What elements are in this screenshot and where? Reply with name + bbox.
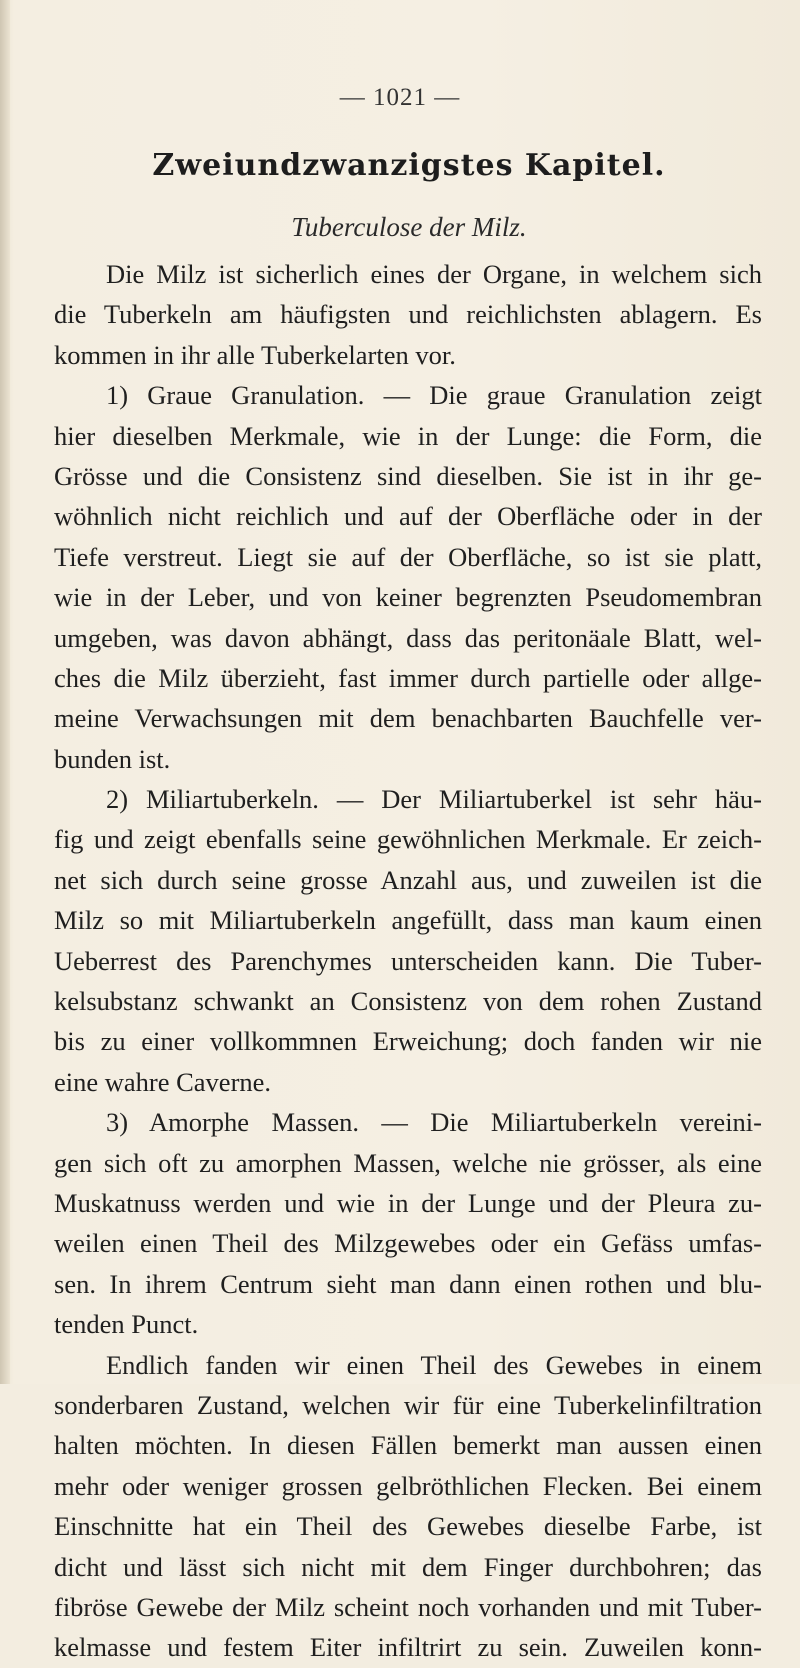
text-line: kelsubstanz schwankt an Consistenz von dem rohen Zustand	[54, 986, 762, 1017]
text-line: halten möchten. In diesen Fällen bemerkt man aussen einen	[54, 1430, 762, 1461]
text-line: umgeben, was davon abhängt, dass das peritonäale Blatt, wel-	[54, 622, 762, 653]
text-line: bunden ist.	[54, 743, 171, 774]
text-line: die Tuberkeln am häufigsten und reichlichsten ablagern. Es	[54, 299, 762, 330]
text-line: Milz so mit Miliartuberkeln angefüllt, dass man kaum einen	[54, 905, 762, 936]
text-line: 2) Miliartuberkeln. — Der Miliartuberkel ist sehr häu-	[106, 784, 762, 815]
page-gutter-shadow	[0, 0, 10, 1384]
text-line: kommen in ihr alle Tuberkelarten vor.	[54, 339, 456, 370]
text-line: dicht und lässt sich nicht mit dem Finger durchbohren; das	[54, 1551, 762, 1582]
text-line: wie in der Leber, und von keiner begrenzten Pseudomembran	[54, 582, 762, 613]
text-line: Ueberrest des Parenchymes unterscheiden kann. Die Tuber-	[54, 945, 762, 976]
text-line: eine wahre Caverne.	[54, 1066, 272, 1097]
text-line: hier dieselben Merkmale, wie in der Lunge: die Form, die	[54, 420, 762, 451]
text-line: mehr oder weniger grossen gelbröthlichen Flecken. Bei einem	[54, 1470, 762, 1501]
text-line: Grösse und die Consistenz sind dieselben. Sie ist in ihr ge-	[54, 460, 762, 491]
text-line: ches die Milz überzieht, fast immer durch partielle oder allge-	[54, 662, 762, 693]
text-line: bis zu einer vollkommnen Erweichung; doch fanden wir nie	[54, 1026, 762, 1057]
body-text	[54, 254, 762, 1668]
text-line: Endlich fanden wir einen Theil des Gewebes in einem	[106, 1349, 762, 1380]
text-line: sonderbaren Zustand, welchen wir für eine Tuberkelinfiltration	[54, 1389, 762, 1420]
text-line: gen sich oft zu amorphen Massen, welche nie grösser, als eine	[54, 1147, 762, 1178]
text-line: sen. In ihrem Centrum sieht man dann einen rothen und blu-	[54, 1268, 762, 1299]
page-number: — 1021 —	[339, 84, 461, 111]
text-line: wöhnlich nicht reichlich und auf der Oberfläche oder in der	[54, 501, 762, 532]
chapter-title: Zweiundzwanzigstes Kapitel.	[152, 148, 666, 183]
text-line: tenden Punct.	[54, 1309, 199, 1340]
text-line: Einschnitte hat ein Theil des Gewebes dieselbe Farbe, ist	[54, 1511, 762, 1542]
text-line: Muskatnuss werden und wie in der Lunge und der Pleura zu-	[54, 1187, 762, 1218]
text-line: Die Milz ist sicherlich eines der Organe, in welchem sich	[106, 259, 762, 289]
text-line: fibröse Gewebe der Milz scheint noch vorhanden und mit Tuber-	[54, 1591, 762, 1622]
text-line: weilen einen Theil des Milzgewebes oder ein Gefäss umfas-	[54, 1228, 762, 1259]
text-line: 1) Graue Granulation. — Die graue Granulation zeigt	[106, 380, 762, 411]
text-line: 3) Amorphe Massen. — Die Miliartuberkeln vereini-	[106, 1107, 762, 1138]
text-line: net sich durch seine grosse Anzahl aus, und zuweilen ist die	[54, 864, 762, 895]
text-line: Tiefe verstreut. Liegt sie auf der Oberfläche, so ist sie platt,	[54, 541, 762, 572]
text-line: kelmasse und festem Eiter infiltrirt zu sein. Zuweilen konn-	[54, 1632, 762, 1663]
text-line: meine Verwachsungen mit dem benachbarten Bauchfelle ver-	[54, 703, 762, 734]
chapter-subtitle: Tuberculose der Milz.	[291, 212, 527, 242]
text-line: fig und zeigt ebenfalls seine gewöhnlichen Merkmale. Er zeich-	[54, 824, 762, 855]
